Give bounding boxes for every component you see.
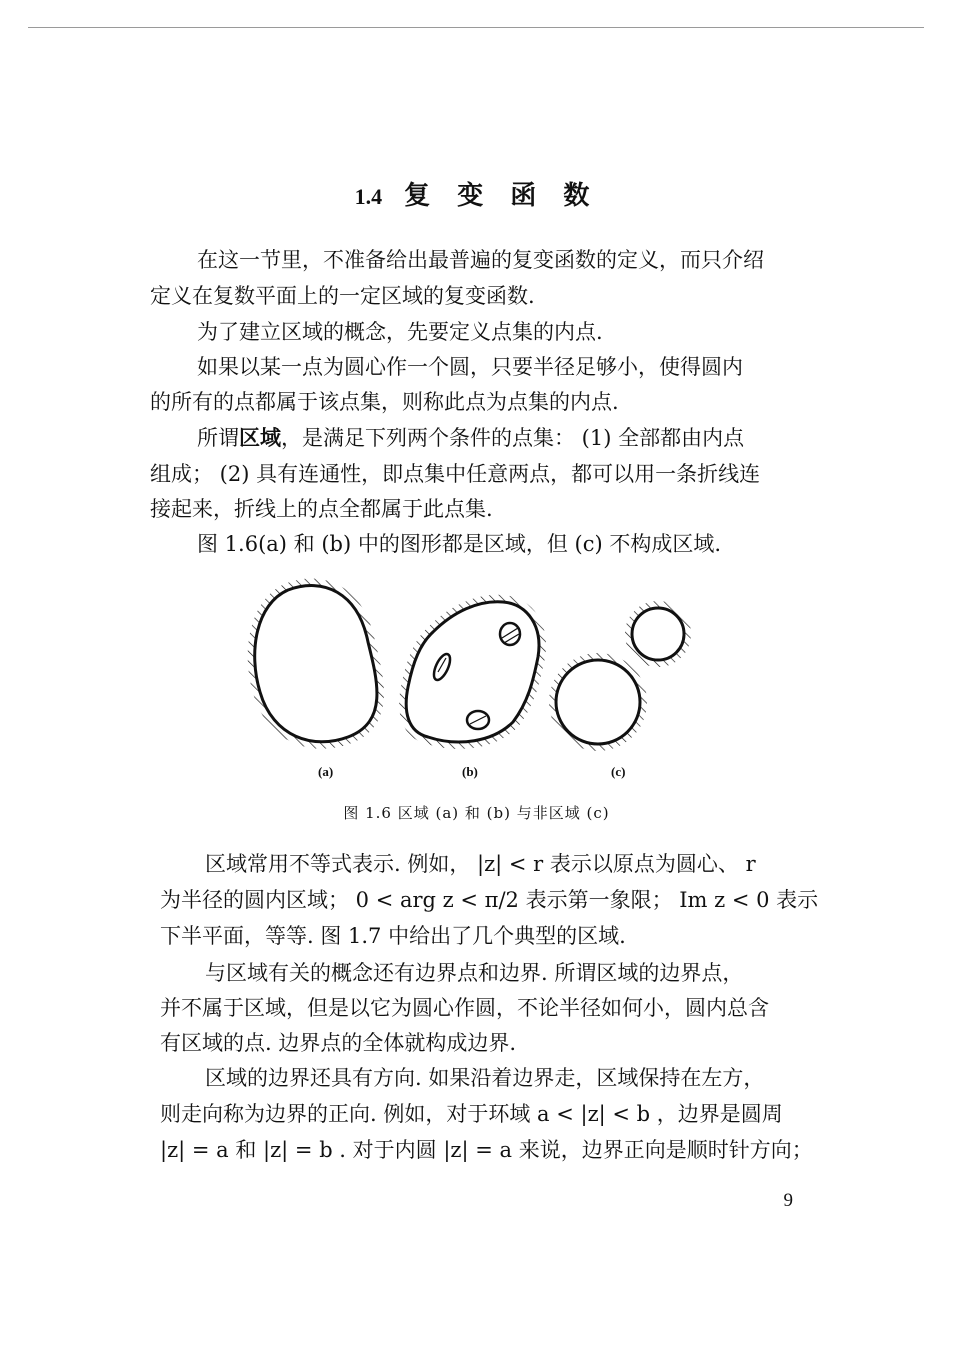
- figure-label-b: (b): [462, 764, 478, 779]
- paragraph-line: 组成； (2) 具有连通性，即点集中任意两点，都可以用一条折线连: [150, 462, 761, 486]
- region-c: [556, 608, 684, 744]
- paragraph-line: 并不属于区域，但是以它为圆心作圆，不论半径如何小，圆内总含: [160, 996, 769, 1020]
- page-number: 9: [783, 1190, 793, 1211]
- region-definition-line: [197, 426, 744, 450]
- region-prefix: 所谓: [197, 426, 239, 450]
- paragraph-line: 为了建立区域的概念，先要定义点集的内点.: [197, 320, 603, 344]
- figure-label-a: (a): [318, 764, 334, 779]
- region-suffix: ，是满足下列两个条件的点集： (1) 全部都由内点: [281, 426, 745, 450]
- paragraph-line: 定义在复数平面上的一定区域的复变函数.: [150, 284, 535, 308]
- section-number: 1.4: [354, 184, 383, 209]
- figure-intro-line: 图 1.6(a) 和 (b) 中的图形都是区域，但 (c) 不构成区域.: [197, 532, 722, 556]
- figure-drawing: [228, 572, 708, 757]
- paragraph-line: 与区域有关的概念还有边界点和边界. 所谓区域的边界点，: [205, 961, 744, 985]
- hole: [500, 623, 520, 645]
- region-b: [406, 602, 539, 742]
- paragraph-line: 如果以某一点为圆心作一个圆，只要半径足够小，使得圆内: [197, 355, 743, 379]
- paragraph-line: 有区域的点. 边界点的全体就构成边界.: [160, 1031, 517, 1055]
- figure-caption: 图 1.6 区域 (a) 和 (b) 与非区域 (c): [343, 804, 610, 822]
- figure-label-c: (c): [611, 764, 626, 779]
- section-title: [0, 175, 953, 212]
- paragraph-line: 区域常用不等式表示. 例如， |z| < r 表示以原点为圆心、 r: [205, 852, 756, 876]
- paragraph-line: 的所有的点都属于该点集，则称此点为点集的内点.: [150, 390, 619, 414]
- paragraph-line: 接起来，折线上的点全都属于此点集.: [150, 497, 493, 521]
- paragraph-line: 则走向称为边界的正向. 例如，对于环域 a < |z| < b ，边界是圆周: [160, 1102, 783, 1126]
- paragraph-line: |z| = a 和 |z| = b . 对于内圆 |z| = a 来说，边界正向是顺时针方向；: [160, 1138, 813, 1162]
- paragraph-line: 下半平面，等等. 图 1.7 中给出了几个典型的区域.: [160, 924, 626, 948]
- region-term: 区域: [239, 425, 281, 450]
- section-name: 复 变 函 数: [404, 181, 599, 211]
- top-rule: [28, 27, 924, 28]
- paragraph-line: 在这一节里，不准备给出最普遍的复变函数的定义，而只介绍: [197, 248, 764, 272]
- paragraph-line: 区域的边界还具有方向. 如果沿着边界走，区域保持在左方，: [205, 1066, 765, 1090]
- paragraph-line: 为半径的圆内区域； 0 < arg z < π/2 表示第一象限； Im z < 0 表示: [160, 888, 819, 912]
- region-a: [255, 586, 377, 742]
- figure-1-6: [228, 572, 708, 792]
